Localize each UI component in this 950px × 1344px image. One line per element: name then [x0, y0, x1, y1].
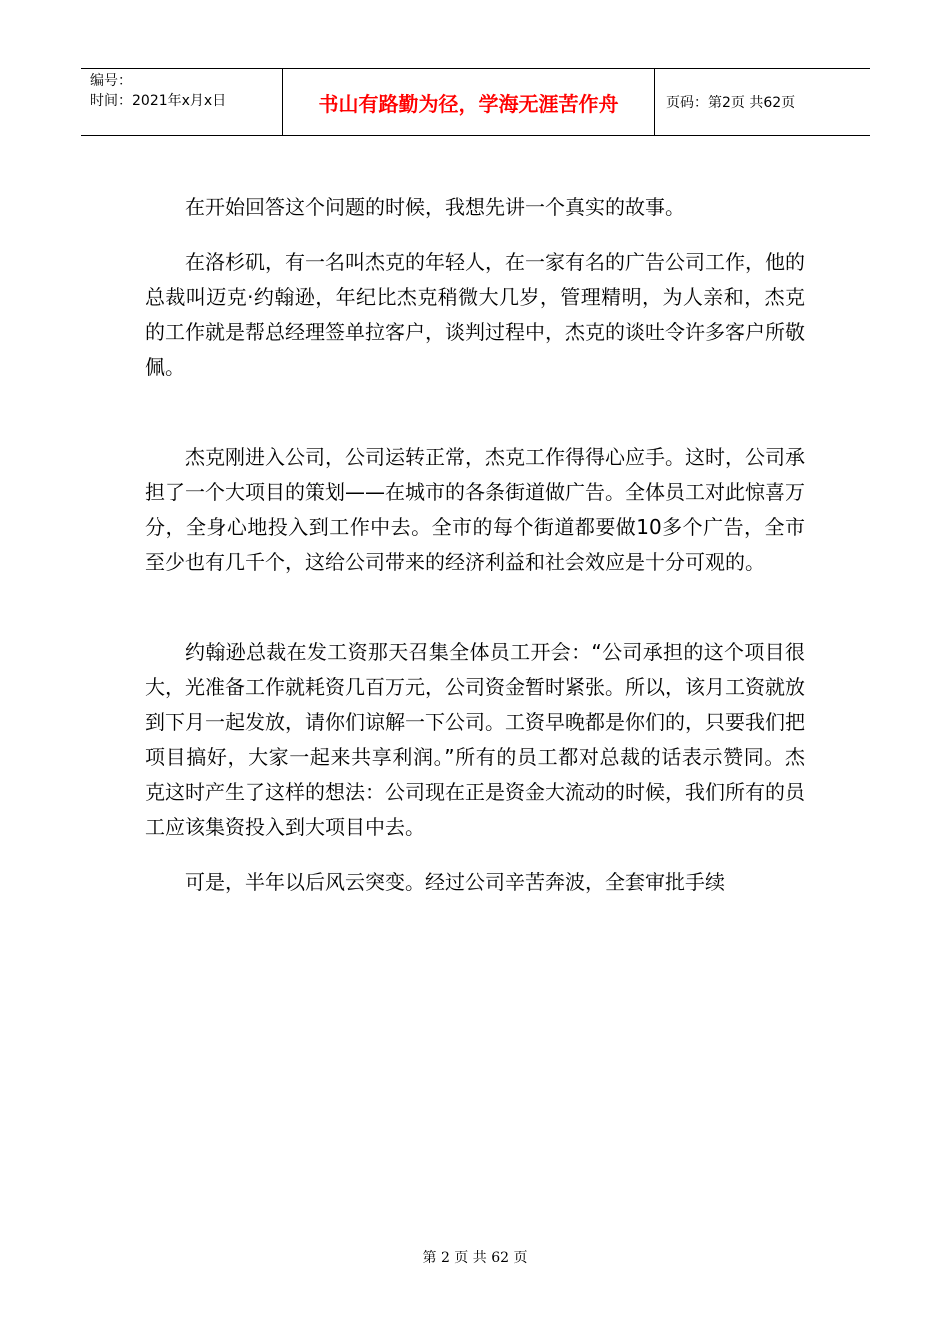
header-divider [654, 69, 655, 135]
page-footer: 第 2 页 共 62 页 [422, 1250, 528, 1266]
paragraph-3: 杰克刚进入公司，公司运转正常，杰克工作得得心应手。这时，公司承担了一个大项目的策划——在城市的各条街道做广告。全体员工对此惊喜万分，全身心地投入到工作中去。全市的每个街道都要做10多个广告，全市至少也有几千个，这给公司带来的经济利益和社会效应是十分可观的。 [145, 445, 805, 574]
paragraph-2: 在洛杉矶，有一名叫杰克的年轻人，在一家有名的广告公司工作，他的总裁叫迈克·约翰逊，年纪比杰克稍微大几岁，管理精明，为人亲和，杰克的工作就是帮总经理签单拉客户，谈判过程中，杰克的谈吐令许多客户所敬佩。 [145, 250, 805, 379]
document-number-label: 编号： [90, 73, 132, 89]
header-page-info: 页码：第2页 共62页 [666, 95, 796, 111]
document-time-label: 时间：2021年x月x日 [90, 93, 227, 109]
document-body [145, 190, 805, 900]
paragraph-1: 在开始回答这个问题的时候，我想先讲一个真实的故事。 [185, 195, 685, 219]
page-header [81, 68, 870, 136]
paragraph-5: 可是，半年以后风云突变。经过公司辛苦奔波，全套审批手续 [185, 870, 725, 894]
header-motto: 书山有路勤为径，学海无涯苦作舟 [318, 91, 619, 116]
header-meta [90, 71, 226, 111]
paragraph-4: 约翰逊总裁在发工资那天召集全体员工开会：“公司承担的这个项目很大，光准备工作就耗资几百万元，公司资金暂时紧张。所以，该月工资就放到下月一起发放，请你们谅解一下公司。工资早晚都是你们的，只要我们把项目搞好，大家一起来共享利润。”所有的员工都对总裁的话表示赞同。杰克这时产生了这样的想法：公司现在正是资金大流动的时候，我们所有的员工应该集资投入到大项目中去。 [145, 640, 805, 839]
